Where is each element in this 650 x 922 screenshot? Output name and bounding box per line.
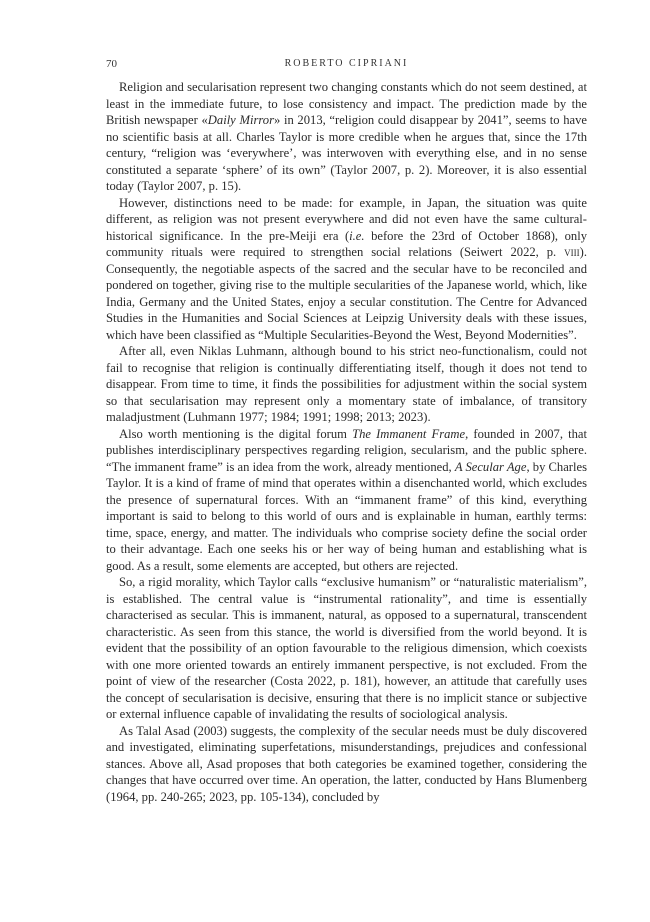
page [106, 57, 587, 805]
text-segment: ). Consequently, the negotiable aspects of the sacred and the secular have to be reconciled and pondered on together, giving rise to the multiple secularities of the Japanese world, which, like India, Germany and the United States, enjoy a secular constitution. The Centre for Advanced Studies in the Humanities and Social Sciences at Leipzig University deals with these issues, which have been classified as “Multiple Secularities-Beyond the West, Beyond Modernities”. [106, 245, 587, 342]
italic-text: A Secular Age [454, 459, 527, 474]
smallcaps-text: viii [564, 245, 580, 259]
text-segment: Religion and secularisation represent two changing constants which do not seem destined, at least in the immediate future, to lose consistency and impact. The prediction made by the British newspaper « [106, 80, 587, 127]
italic-text: Daily Mirror [207, 113, 274, 127]
text-segment: before the 23rd of October 1868), only community rituals were required to strengthen social relations (Seiwert 2022, p. [106, 228, 587, 259]
running-head [106, 57, 587, 79]
paragraph [106, 574, 587, 723]
paragraph [106, 195, 587, 344]
text-segment: However, distinctions need to be made: for example, in Japan, the situation was quite different, as religion was not present everywhere and did not even have the same cultural-historical significance. In the pre-Meiji era ( [106, 195, 587, 243]
paragraph [106, 79, 587, 195]
text-segment: So, a rigid morality, which Taylor calls “exclusive humanism” or “naturalistic materialism”, is established. The central value is “instrumental rationality”, and time is essentially characterised as secular. This is immanent, natural, as opposed to a supernatural, transcendent characteristic. As seen from this stance, the world is diversified from the world beyond. It is evident that the possibility of an option favourable to the religious dimension, which coexists with one more oriented towards an entirely immanent perspective, is not excluded. From the point of view of the researcher (Costa 2022, p. 181), however, an attitude that carefully uses the concept of secularisation is decisive, ensuring that there is no implicit stance or subjective or external influence capable of invalidating the results of sociological analysis. [106, 575, 587, 721]
paragraph [106, 426, 587, 575]
paragraph [106, 723, 587, 806]
text-segment: , founded in 2007, that publishes interdisciplinary perspectives regarding religion, secularism, and the public sphere. “The immanent frame” is an idea from the work, already mentioned, [106, 426, 587, 474]
paragraph [106, 343, 587, 426]
body-text [106, 79, 587, 805]
italic-text: i.e. [349, 228, 365, 243]
running-head-author: ROBERTO CIPRIANI [284, 58, 409, 69]
text-segment: , by Charles Taylor. It is a kind of frame of mind that operates within a disenchanted world, which excludes the presence of supernatural forces. With an “immanent frame” of this kind, everything important is said to belong to this world of ours and is explainable in human, earthly terms: time, space, energy, and matter. The individuals who comprise society define the social order to their advantage. Each one seeks his or her way of being human and establishing what is good. As a result, some elements are accepted, but others are rejected. [106, 459, 587, 573]
text-segment: Also worth mentioning is the digital forum [119, 426, 353, 441]
page-number: 70 [106, 58, 117, 70]
text-segment: As Talal Asad (2003) suggests, the complexity of the secular needs must be duly discovered and investigated, eliminating superfetations, misunderstandings, prejudices and confessional stances. Above all, Asad proposes that both categories be examined together, considering the changes that have occurred over time. An operation, the latter, conducted by Hans Blumenberg (1964, pp. 240-265; 2023, pp. 105-134), concluded by [106, 723, 587, 804]
italic-text: The Immanent Frame [352, 426, 466, 441]
text-segment: » in 2013, “religion could disappear by 2041”, seems to have no scientific basis at all. Charles Taylor is more credible when he argues that, since the 17th century, “religion was ‘everywhere’, was interwoven with everything else, and in no sense constituted a separate ‘sphere’ of its own” (Taylor 2007, p. 2). Moreover, it is also essential today (Taylor 2007, p. 15). [106, 113, 588, 193]
text-segment: After all, even Niklas Luhmann, although bound to his strict neo-functionalism, could not fail to recognise that religion is continually differentiating itself, though it does not tend to disappear. From time to time, it finds the possibilities for adjustment within the social system so that secularisation may represent only a momentary state of imbalance, of transitory maladjustment (Luhmann 1977; 1984; 1991; 1998; 2013; 2023). [106, 344, 587, 424]
